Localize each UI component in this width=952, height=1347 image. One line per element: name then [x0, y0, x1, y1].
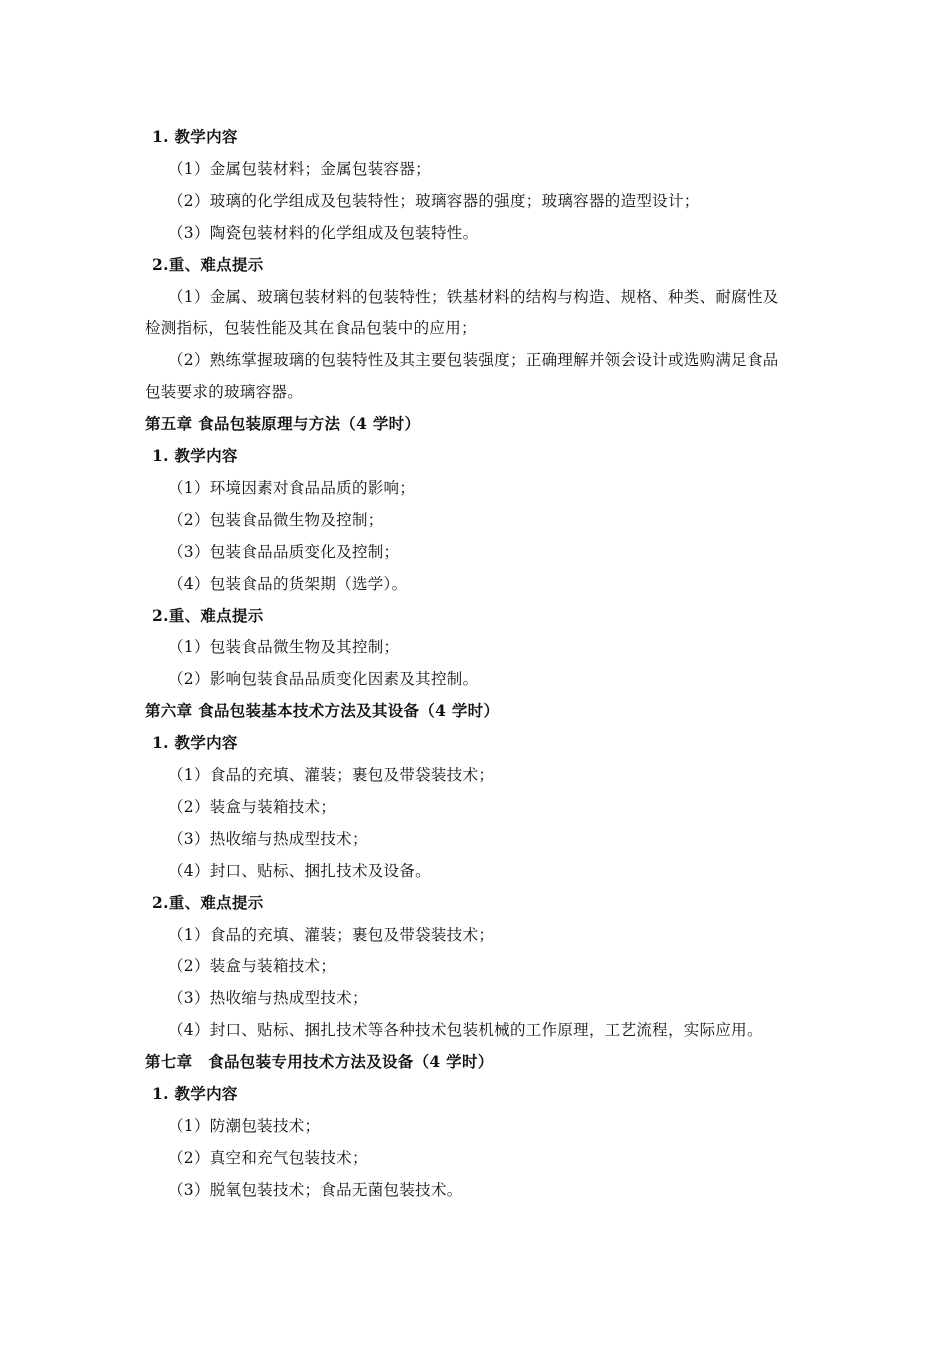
section-heading: 2.重、难点提示	[152, 893, 264, 912]
list-item: （2）玻璃的化学组成及包装特性；玻璃容器的强度；玻璃容器的造型设计；	[168, 192, 700, 210]
list-item: （1）包装食品微生物及其控制；	[168, 638, 400, 656]
chapter-heading: 第六章 食品包装基本技术方法及其设备（4 学时）	[145, 701, 500, 720]
section-heading: 2.重、难点提示	[152, 606, 264, 625]
list-item: （4）封口、贴标、捆扎技术及设备。	[168, 862, 431, 880]
list-item: （1）防潮包装技术；	[168, 1117, 321, 1135]
chapter-heading: 第五章 食品包装原理与方法（4 学时）	[145, 414, 421, 433]
section-heading: 2.重、难点提示	[152, 255, 264, 274]
list-item: （2）装盒与装箱技术；	[168, 957, 337, 975]
section-heading: 1. 教学内容	[152, 446, 238, 465]
section-heading: 1. 教学内容	[152, 1084, 238, 1103]
list-item-continuation: 包装要求的玻璃容器。	[145, 383, 304, 401]
list-item: （1）金属、玻璃包装材料的包装特性；铁基材料的结构与构造、规格、种类、耐腐性及	[168, 288, 779, 306]
list-item: （2）装盒与装箱技术；	[168, 798, 337, 816]
list-item: （3）热收缩与热成型技术；	[168, 989, 368, 1007]
list-item: （1）食品的充填、灌装；裹包及带袋装技术；	[168, 926, 495, 944]
list-item: （1）食品的充填、灌装；裹包及带袋装技术；	[168, 766, 495, 784]
list-item: （2）真空和充气包装技术；	[168, 1149, 368, 1167]
list-item: （1）环境因素对食品品质的影响；	[168, 479, 416, 497]
list-item: （2）熟练掌握玻璃的包装特性及其主要包装强度；正确理解并领会设计或选购满足食品	[168, 351, 779, 369]
list-item: （3）热收缩与热成型技术；	[168, 830, 368, 848]
section-heading: 1. 教学内容	[152, 127, 238, 146]
list-item: （2）包装食品微生物及控制；	[168, 511, 384, 529]
list-item: （3）包装食品品质变化及控制；	[168, 543, 400, 561]
list-item: （1）金属包装材料；金属包装容器；	[168, 160, 431, 178]
list-item: （3）脱氧包装技术；食品无菌包装技术。	[168, 1181, 463, 1199]
chapter-heading: 第七章 食品包装专用技术方法及设备（4 学时）	[145, 1052, 494, 1071]
list-item: （3）陶瓷包装材料的化学组成及包装特性。	[168, 224, 479, 242]
list-item: （4）包装食品的货架期（选学）。	[168, 575, 408, 593]
section-heading: 1. 教学内容	[152, 733, 238, 752]
list-item-continuation: 检测指标，包装性能及其在食品包装中的应用；	[145, 319, 477, 337]
list-item: （4）封口、贴标、捆扎技术等各种技术包装机械的工作原理，工艺流程，实际应用。	[168, 1021, 763, 1039]
list-item: （2）影响包装食品品质变化因素及其控制。	[168, 670, 479, 688]
